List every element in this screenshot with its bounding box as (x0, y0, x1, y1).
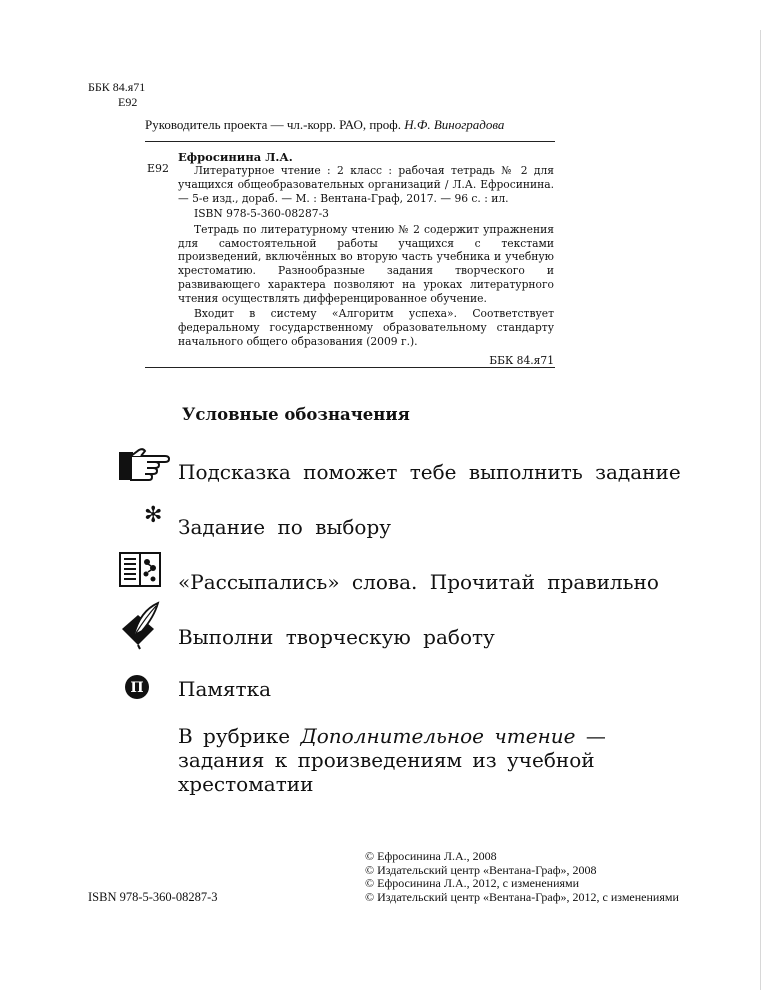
footer-isbn: ISBN 978-5-360-08287-3 (88, 890, 218, 904)
legend-title: Условные обозначения (182, 405, 410, 424)
legend-creative-text: Выполни творческую работу (178, 625, 495, 649)
extra-reading-prefix: В рубрике (178, 724, 291, 748)
catalog-description: Литературное чтение : 2 класс : рабочая тетрадь № 2 для учащихся общеобразовательных организаций / Л.А. Ефросинина. — 5-е изд., дораб. — М. : Вентана-Граф, 2017. — 96 с. : ил. (178, 164, 554, 205)
project-lead-prefix: Руководитель проекта — чл.-корр. РАО, проф. (145, 117, 401, 132)
svg-text:П: П (130, 680, 144, 696)
book-icon (118, 550, 162, 588)
memo-p-icon (124, 674, 150, 700)
copyright-line: © Издательский центр «Вентана-Граф», 2012, с изменениями (365, 889, 679, 904)
legend-hint-text: Подсказка поможет тебе выполнить задание (178, 460, 681, 484)
catalog-author-mark: Е92 (147, 162, 170, 175)
catalog-author: Ефросинина Л.А. (178, 150, 293, 164)
project-lead (145, 117, 504, 133)
catalog-isbn: ISBN 978-5-360-08287-3 (194, 206, 329, 220)
author-mark: Е92 (118, 95, 138, 109)
asterisk-icon: ✻ (144, 503, 163, 528)
extra-reading-dash: — (585, 724, 606, 748)
copyright-line: © Издательский центр «Вентана-Граф», 2008 (365, 862, 597, 877)
project-lead-name: Н.Ф. Виноградова (404, 117, 505, 132)
extra-reading-note (178, 724, 618, 796)
page-edge-line (760, 30, 761, 990)
extra-reading-rubric: Дополнительное чтение (300, 724, 576, 748)
copyright-line: © Ефросинина Л.А., 2012, с изменениями (365, 876, 580, 891)
legend-optional-text: Задание по выбору (178, 515, 392, 539)
catalog-system-note: Входит в систему «Алгоритм успеха». Соответствует федеральному государственному образовательному стандарту начального общего образования (2009 г.). (178, 307, 554, 348)
legend-scattered-text: «Рассыпались» слова. Прочитай правильно (178, 570, 659, 594)
catalog-card (178, 150, 554, 370)
extra-reading-rest: задания к произведениям из учебной хрестоматии (178, 748, 595, 796)
bbk-code: ББК 84.я71 (88, 80, 146, 94)
catalog-top-rule (145, 141, 555, 142)
quill-icon (118, 601, 166, 651)
copyright-block (365, 850, 679, 904)
catalog-abstract: Тетрадь по литературному чтению № 2 содержит упражнения для самостоятельной работы учащихся с текстами произведений, включённых во вторую часть учебника и учебную хрестоматию. Разнообразные задания творческого и развивающего характера позволяют на уроках литературного чтения осуществлять дифференцированное обучение. (178, 222, 554, 306)
legend-memo-text: Памятка (178, 677, 272, 701)
catalog-bbk: ББК 84.я71 (489, 353, 554, 367)
pointing-hand-icon (117, 446, 171, 482)
catalog-bottom-rule (145, 367, 555, 368)
copyright-line: © Ефросинина Л.А., 2008 (365, 849, 497, 863)
